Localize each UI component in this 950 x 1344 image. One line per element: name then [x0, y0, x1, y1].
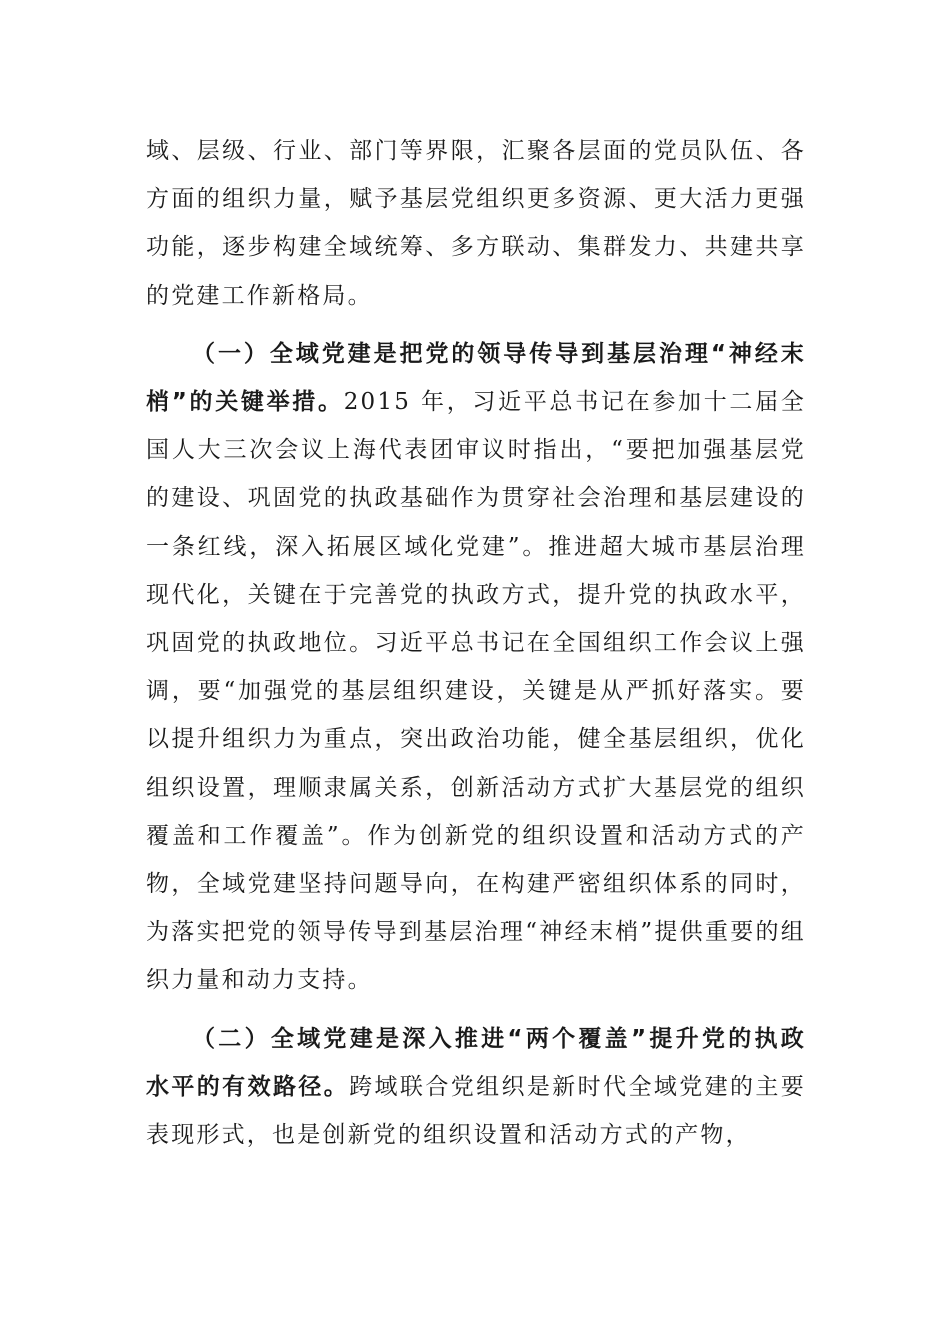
- paragraph-text: 跨域联合党组织是新时代全域党建的主要表现形式，也是创新党的组织设置和活动方式的产物，: [146, 1073, 806, 1149]
- paragraph-text: 2015 年，习近平总书记在参加十二届全国人大三次会议上海代表团审议时指出，“要把加强基层党的建设、巩固党的执政基础作为贯穿社会治理和基层建设的一条红线，深入拓展区域化党建”。推进超大城市基层治理现代化，关键在于完善党的执政方式，提升党的执政水平，巩固党的执政地位。习近平总书记在全国组织工作会议上强调，要“加强党的基层组织建设，关键是从严抓好落实。要以提升组织力为重点，突出政治功能，健全基层组织，优化组织设置，理顺隶属关系，创新活动方式扩大基层党的组织覆盖和工作覆盖”。作为创新党的组织设置和活动方式的产物，全域党建坚持问题导向，在构建严密组织体系的同时，为落实把党的领导传导到基层治理“神经末梢”提供重要的组织力量和动力支持。: [146, 389, 806, 994]
- paragraph-text: 域、层级、行业、部门等界限，汇聚各层面的党员队伍、各方面的组织力量，赋予基层党组织更多资源、更大活力更强功能，逐步构建全域统筹、多方联动、集群发力、共建共享的党建工作新格局。: [146, 138, 806, 309]
- paragraph-section-two: [146, 1015, 806, 1160]
- document-body: [146, 127, 806, 1159]
- paragraph-section-one: [146, 330, 806, 1005]
- section-two-heading: （二）全域党建是深入推进“两个覆盖”提升党的执政水平的有效路径。: [146, 1025, 806, 1100]
- section-one-heading: （一）全域党建是把党的领导传导到基层治理“神经末梢”的关键举措。: [146, 340, 806, 416]
- paragraph-continuation: [146, 127, 806, 320]
